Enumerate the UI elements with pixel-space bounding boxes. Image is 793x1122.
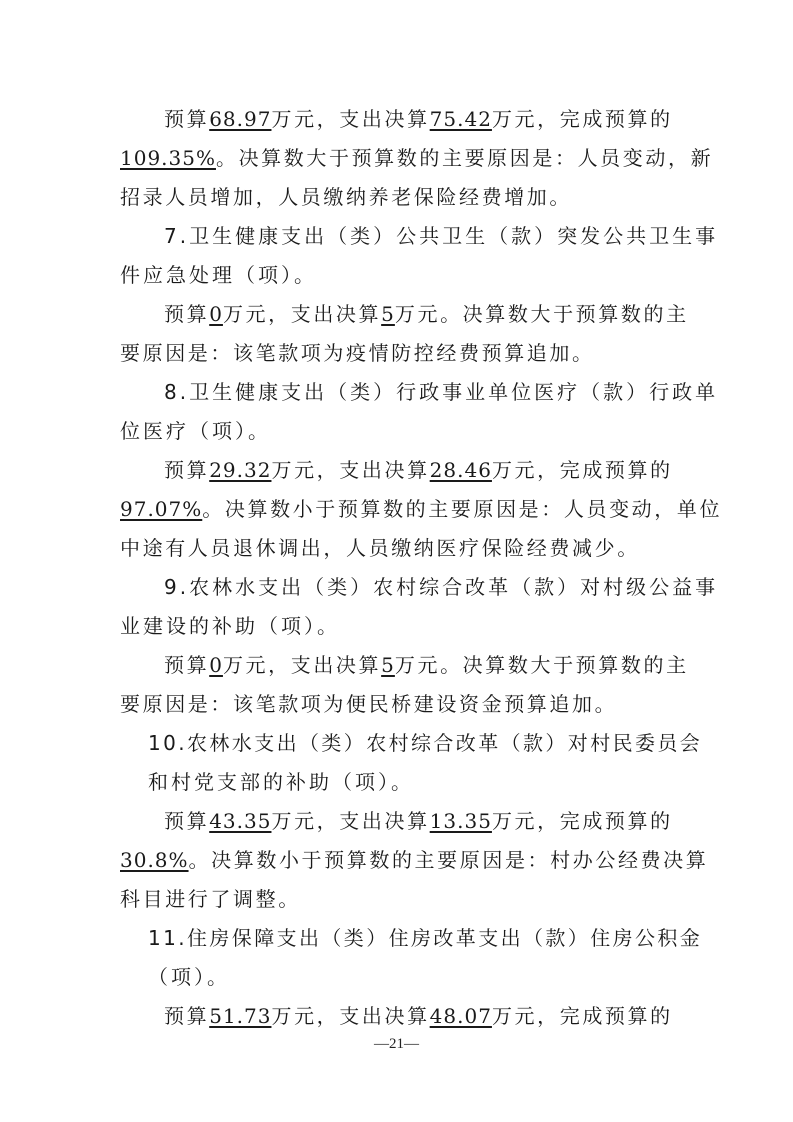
section-heading-11: 11.住房保障支出（类）住房改革支出（款）住房公积金 (148, 926, 703, 950)
text: 万元，完成预算的 (491, 809, 673, 833)
paragraph-line (164, 1004, 673, 1028)
text: 预算 (164, 1004, 210, 1028)
section-heading-8-cont: 位医疗（项）。 (120, 419, 271, 443)
section-heading-7: 7.卫生健康支出（类）公共卫生（款）突发公共卫生事 (164, 224, 719, 248)
completion-rate: 97.07% (120, 497, 203, 521)
paragraph-line (164, 302, 689, 326)
paragraph-line (164, 458, 673, 482)
actual-amount: 28.46 (429, 458, 492, 482)
section-heading-9: 9.农林水支出（类）农村综合改革（款）对村级公益事 (164, 575, 719, 599)
paragraph-line: 要原因是：该笔款项为便民桥建设资金预算追加。 (120, 692, 618, 716)
section-heading-9-cont: 业建设的补助（项）。 (120, 614, 340, 638)
text: 。决算数大于预算数的主要原因是：人员变动，新 (215, 146, 714, 170)
text: 万元，完成预算的 (491, 458, 673, 482)
text: 万元，支出决算 (271, 1004, 430, 1028)
text: 万元。决算数大于预算数的主 (394, 653, 689, 677)
text: 万元，支出决算 (222, 653, 382, 677)
paragraph-line (164, 809, 673, 833)
paragraph-line (164, 653, 689, 677)
budget-amount: 29.32 (209, 458, 272, 482)
completion-rate: 109.35% (120, 146, 216, 170)
text: 万元，支出决算 (271, 107, 430, 131)
paragraph-line (120, 848, 708, 872)
text: 预算 (164, 302, 210, 326)
budget-amount: 0 (209, 653, 223, 677)
budget-amount: 43.35 (209, 809, 272, 833)
text: 预算 (164, 809, 210, 833)
text: 万元，支出决算 (222, 302, 382, 326)
actual-amount: 13.35 (429, 809, 492, 833)
section-heading-10: 10.农林水支出（类）农村综合改革（款）对村民委员会 (148, 731, 703, 755)
text: 万元。决算数大于预算数的主 (394, 302, 689, 326)
text: 万元，支出决算 (271, 809, 430, 833)
budget-amount: 51.73 (209, 1004, 272, 1028)
text: 万元，完成预算的 (491, 1004, 673, 1028)
text: 预算 (164, 458, 210, 482)
budget-amount: 0 (209, 302, 223, 326)
page-number: —21— (374, 1036, 419, 1052)
text: 预算 (164, 107, 210, 131)
section-heading-7-cont: 件应急处理（项）。 (120, 263, 317, 287)
actual-amount: 75.42 (429, 107, 492, 131)
text: 。决算数小于预算数的主要原因是：人员变动，单位 (202, 497, 723, 521)
paragraph-line: 招录人员增加，人员缴纳养老保险经费增加。 (120, 185, 572, 209)
paragraph-line: 要原因是：该笔款项为疫情防控经费预算追加。 (120, 341, 595, 365)
paragraph-line (120, 146, 713, 170)
paragraph-line: 科目进行了调整。 (120, 887, 301, 911)
paragraph-line (120, 497, 722, 521)
actual-amount: 48.07 (429, 1004, 492, 1028)
budget-amount: 68.97 (209, 107, 272, 131)
actual-amount: 5 (381, 302, 395, 326)
paragraph-line (164, 107, 673, 131)
section-heading-10-cont: 和村党支部的补助（项）。 (148, 770, 414, 794)
text: 万元，完成预算的 (491, 107, 673, 131)
text: 。决算数小于预算数的主要原因是：村办公经费决算 (188, 848, 709, 872)
section-heading-11-cont: （项）。 (148, 965, 230, 989)
text: 万元，支出决算 (271, 458, 430, 482)
section-heading-8: 8.卫生健康支出（类）行政事业单位医疗（款）行政单 (164, 380, 719, 404)
text: 预算 (164, 653, 210, 677)
completion-rate: 30.8% (120, 848, 189, 872)
paragraph-line: 中途有人员退休调出，人员缴纳医疗保险经费减少。 (120, 536, 640, 560)
actual-amount: 5 (381, 653, 395, 677)
